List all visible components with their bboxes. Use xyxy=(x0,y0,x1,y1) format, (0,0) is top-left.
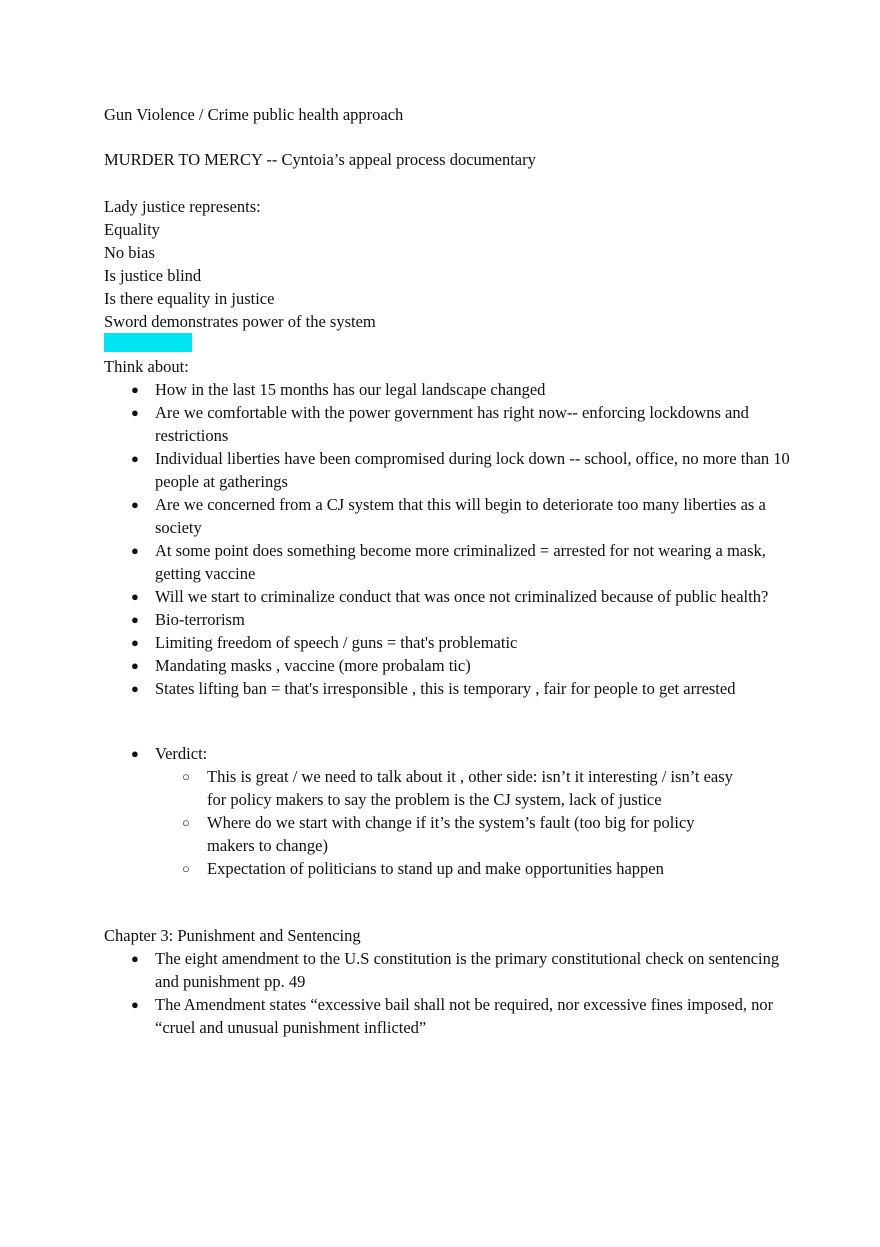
subtitle-line: MURDER TO MERCY -- Cyntoia’s appeal process documentary xyxy=(104,150,536,169)
lady-justice-item: Is justice blind xyxy=(104,266,202,285)
sublist-item: ○ Where do we start with change if it’s the system’s fault (too big for policy makers to change) xyxy=(155,811,745,857)
list-item: ● Are we concerned from a CJ system that this will begin to deteriorate too many liberties as a society xyxy=(104,493,794,539)
title-line: Gun Violence / Crime public health approach xyxy=(104,105,404,124)
lady-justice-item: Sword demonstrates power of the system xyxy=(104,312,376,331)
chapter-list xyxy=(104,947,794,1039)
list-item: ● At some point does something become more criminalized = arrested for not wearing a mask, getting vaccine xyxy=(104,539,794,585)
verdict-label: Verdict: xyxy=(155,744,208,763)
list-item: ● Limiting freedom of speech / guns = that's problematic xyxy=(104,631,794,654)
list-item: ● How in the last 15 months has our legal landscape changed xyxy=(104,378,794,401)
verdict-item xyxy=(104,742,794,880)
sublist-item: ○ Expectation of politicians to stand up and make opportunities happen xyxy=(155,857,745,880)
list-item: ● The eight amendment to the U.S constitution is the primary constitutional check on sentencing and punishment pp. 49 xyxy=(104,947,794,993)
list-item: ● Are we comfortable with the power government has right now-- enforcing lockdowns and restrictions xyxy=(104,401,794,447)
list-item: ● Mandating masks , vaccine (more probalam tic) xyxy=(104,654,794,677)
lady-justice-item: Is there equality in justice xyxy=(104,289,275,308)
list-item: ● The Amendment states “excessive bail shall not be required, nor excessive fines imposed, nor “cruel and unusual punishment inflicted” xyxy=(104,993,794,1039)
list-item: ● Will we start to criminalize conduct that was once not criminalized because of public health? xyxy=(104,585,794,608)
think-about-heading: Think about: xyxy=(104,357,189,376)
cyan-highlight xyxy=(104,333,192,352)
list-item: ● Individual liberties have been compromised during lock down -- school, office, no more than 10 people at gatherings xyxy=(104,447,794,493)
think-about-list xyxy=(104,378,794,700)
verdict-list xyxy=(104,742,794,880)
lady-justice-heading: Lady justice represents: xyxy=(104,197,261,216)
chapter-heading: Chapter 3: Punishment and Sentencing xyxy=(104,926,361,945)
lady-justice-item: Equality xyxy=(104,220,160,239)
list-item: ● Bio-terrorism xyxy=(104,608,794,631)
sublist-item: ○ This is great / we need to talk about it , other side: isn’t it interesting / isn’t easy for policy makers to say the problem is the CJ system, lack of justice xyxy=(155,765,745,811)
lady-justice-item: No bias xyxy=(104,243,155,262)
list-item: ● States lifting ban = that's irresponsible , this is temporary , fair for people to get arrested xyxy=(104,677,794,700)
verdict-sublist xyxy=(155,765,745,880)
